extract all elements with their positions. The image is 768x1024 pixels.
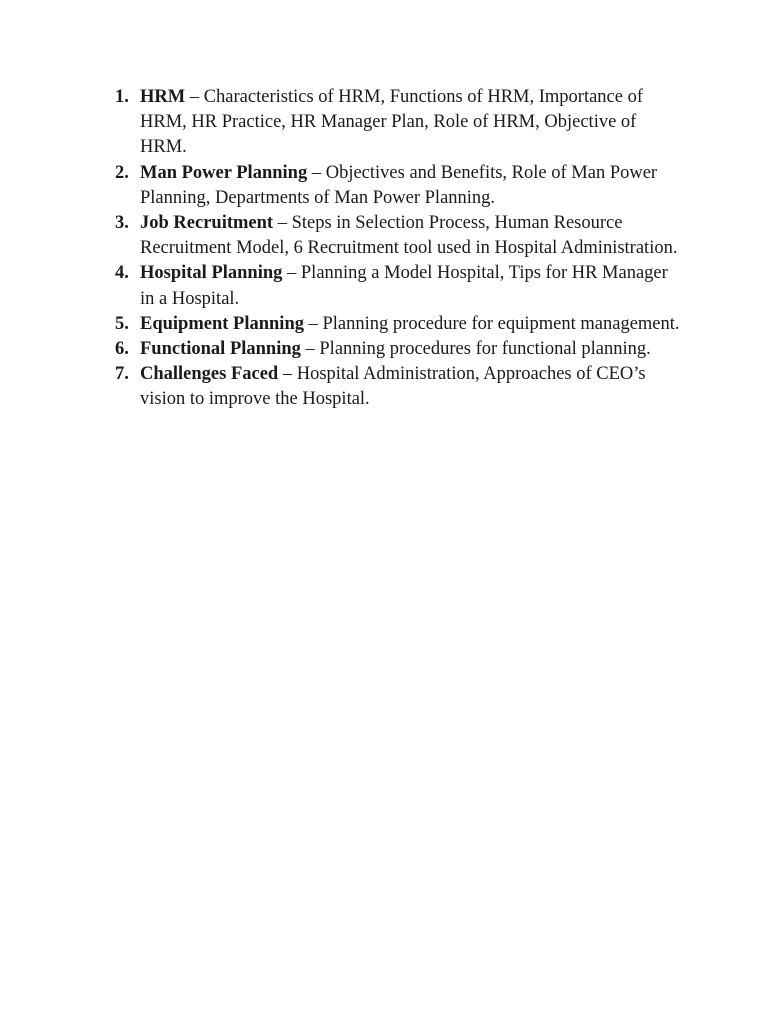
item-number: 1.	[115, 87, 129, 107]
item-number: 2.	[115, 162, 129, 183]
item-description: – Characteristics of HRM, Functions of HRM, Importance of HRM, HR Practice, HR Manager Plan, Role of HRM, Objective of HRM.	[140, 87, 644, 158]
list-item	[110, 85, 680, 161]
item-title: Hospital Planning	[140, 263, 283, 284]
item-title: HRM	[140, 87, 186, 107]
item-title: Equipment Planning	[140, 313, 304, 334]
item-number: 4.	[115, 263, 129, 284]
item-description: – Objectives and Benefits, Role of Man Power Planning, Departments of Man Power Planning.	[140, 162, 658, 208]
list-item	[110, 261, 680, 311]
item-title: Challenges Faced	[140, 364, 279, 385]
item-number: 7.	[115, 364, 129, 385]
list-item	[110, 161, 680, 211]
item-number: 6.	[115, 339, 129, 360]
item-title: Job Recruitment	[140, 213, 274, 234]
list-item	[110, 312, 680, 337]
item-description: – Planning a Model Hospital, Tips for HR Manager in a Hospital.	[140, 263, 668, 309]
item-number: 3.	[115, 213, 129, 234]
item-description: – Planning procedures for functional planning.	[300, 339, 651, 360]
item-description: – Hospital Administration, Approaches of CEO’s vision to improve the Hospital.	[140, 364, 646, 410]
item-number: 5.	[115, 313, 129, 334]
list-item	[110, 362, 680, 412]
list-item	[110, 211, 680, 261]
topic-list	[110, 85, 680, 413]
item-description: – Planning procedure for equipment management.	[304, 313, 680, 334]
list-item	[110, 337, 680, 362]
item-description: – Steps in Selection Process, Human Resource Recruitment Model, 6 Recruitment tool used in Hospital Administration.	[140, 213, 678, 259]
item-title: Functional Planning	[140, 339, 301, 360]
item-title: Man Power Planning	[140, 162, 308, 183]
